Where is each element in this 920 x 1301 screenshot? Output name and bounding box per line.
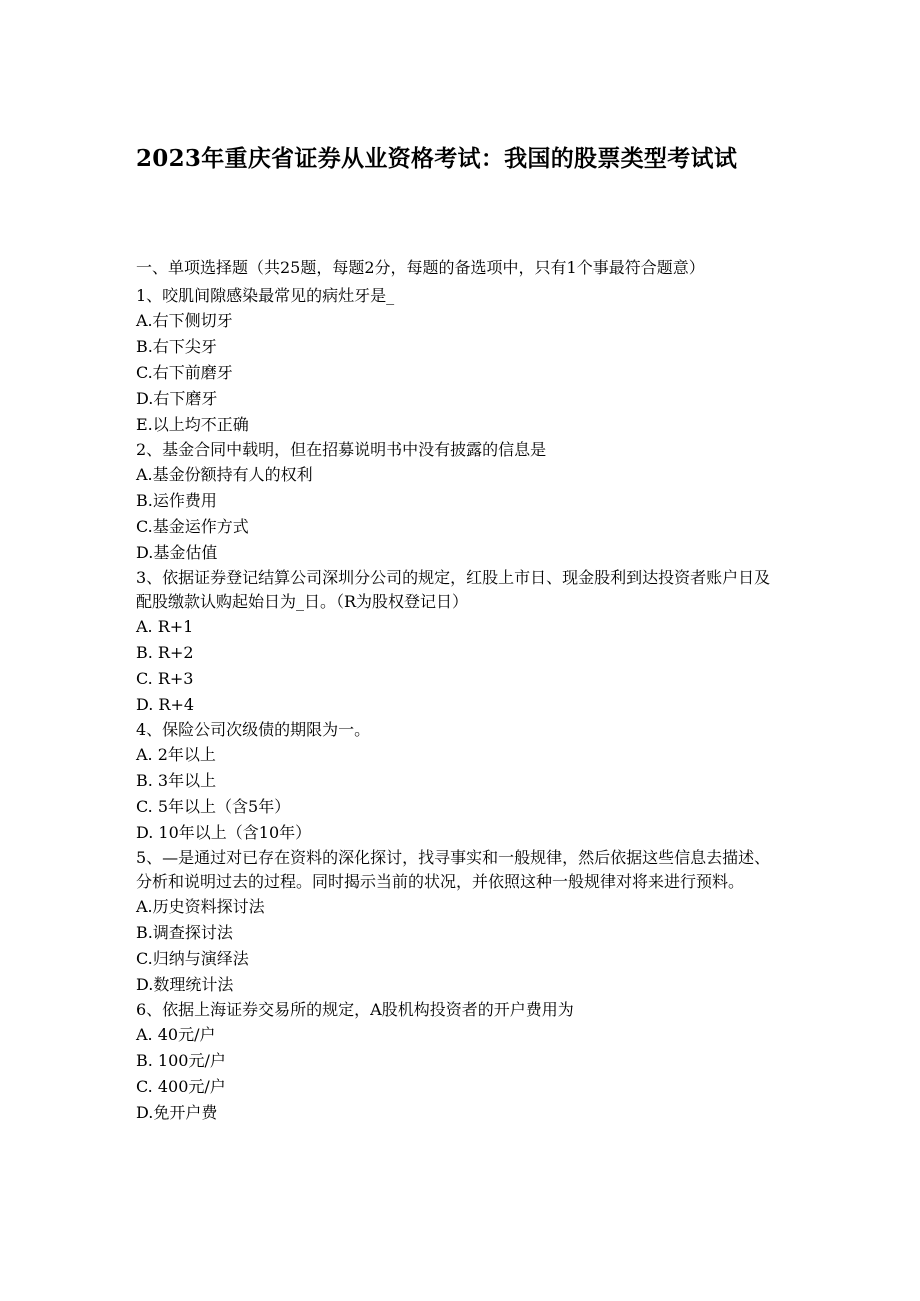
question-text: 3、依据证券登记结算公司深圳分公司的规定，红股上市日、现金股利到达投资者账户日及配股缴款认购起始日为_日。（R为股权登记日） [136, 568, 771, 611]
option-b: B. 3年以上 [136, 771, 217, 790]
option-b: B. R+2 [136, 643, 194, 662]
option-c: C.右下前磨牙 [136, 363, 233, 382]
option-d: D.基金估值 [136, 543, 218, 562]
option-d: D.数理统计法 [136, 975, 234, 994]
option-b: B. 100元/户 [136, 1051, 226, 1070]
question-text: 2、基金合同中载明，但在招募说明书中没有披露的信息是 [136, 440, 547, 459]
question-5 [136, 846, 786, 998]
section-header: 一、单项选择题（共25题，每题2分，每题的备选项中，只有1个事最符合题意） [136, 258, 705, 277]
question-2 [136, 438, 786, 566]
question-text: 1、咬肌间隙感染最常见的病灶牙是_ [136, 286, 395, 305]
option-d: D. R+4 [136, 695, 195, 714]
option-a: A.基金份额持有人的权利 [136, 465, 313, 484]
question-text: 5、—是通过对已存在资料的深化探讨，找寻事实和一般规律，然后依据这些信息去描述、分析和说明过去的过程。同时揭示当前的状况，并依照这种一般规律对将来进行预料。 [136, 848, 771, 891]
option-b: B.右下尖牙 [136, 337, 217, 356]
option-d: D.免开户费 [136, 1103, 218, 1122]
option-c: C.基金运作方式 [136, 517, 249, 536]
option-a: A. 2年以上 [136, 745, 216, 764]
question-1 [136, 284, 786, 438]
question-text: 4、保险公司次级债的期限为一。 [136, 720, 371, 739]
option-c: C. R+3 [136, 669, 194, 688]
document-title: 2023年重庆省证券从业资格考试：我国的股票类型考试试 [136, 145, 738, 172]
option-b: B.运作费用 [136, 491, 217, 510]
option-a: A. 40元/户 [136, 1025, 216, 1044]
option-b: B.调查探讨法 [136, 923, 233, 942]
option-e: E.以上均不正确 [136, 415, 249, 434]
option-a: A.右下侧切牙 [136, 311, 233, 330]
option-c: C. 5年以上（含5年） [136, 797, 291, 816]
question-6 [136, 998, 786, 1126]
option-c: C. 400元/户 [136, 1077, 226, 1096]
question-3 [136, 566, 786, 718]
question-4 [136, 718, 786, 846]
question-text: 6、依据上海证券交易所的规定，A股机构投资者的开户费用为 [136, 1000, 574, 1019]
option-a: A. R+1 [136, 617, 194, 636]
document-content [136, 256, 786, 1126]
option-a: A.历史资料探讨法 [136, 897, 265, 916]
option-d: D. 10年以上（含10年） [136, 823, 312, 842]
option-c: C.归纳与演绎法 [136, 949, 249, 968]
option-d: D.右下磨牙 [136, 389, 218, 408]
